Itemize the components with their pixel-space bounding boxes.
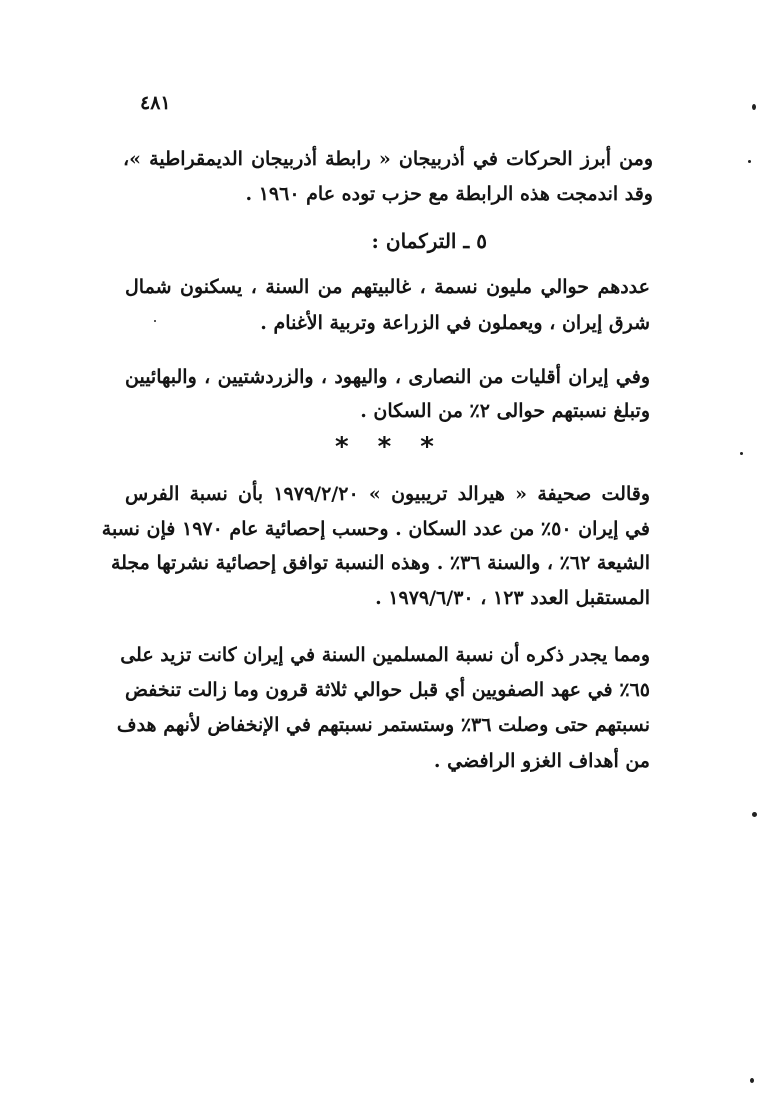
text-line-4: شرق إيران ، ويعملون في الزراعة وتربية الأغنام .: [260, 312, 650, 334]
page-number: ٤٨١: [140, 92, 171, 114]
text-line-8: في إيران ٥٠٪ من عدد السكان . وحسب إحصائية عام ١٩٧٠ فإن نسبة: [101, 518, 650, 540]
text-line-5: وفي إيران أقليات من النصارى ، واليهود ، والزردشتيين ، والبهائيين: [125, 366, 650, 388]
text-line-12: ٦٥٪ في عهد الصفويين أي قبل حوالي ثلاثة قرون وما زالت تنخفض: [125, 679, 650, 701]
scan-speck: [752, 104, 756, 110]
text-line-9: الشيعة ٦٢٪ ، والسنة ٣٦٪ . وهذه النسبة توافق إحصائية نشرتها مجلة: [110, 552, 650, 574]
section-heading: ٥ ـ التركمان :: [371, 229, 487, 253]
section-separator: * * *: [335, 432, 444, 462]
text-line-2: وقد اندمجت هذه الرابطة مع حزب توده عام ١٩٦٠ .: [245, 183, 653, 205]
text-line-11: ومما يجدر ذكره أن نسبة المسلمين السنة في إيران كانت تزيد على: [120, 644, 650, 666]
text-line-6: وتبلغ نسبتهم حوالى ٢٪ من السكان .: [360, 400, 650, 422]
text-line-3: عددهم حوالي مليون نسمة ، غالبيتهم من السنة ، يسكنون شمال: [125, 276, 650, 298]
scan-speck: [750, 1078, 754, 1083]
scan-speck: [748, 160, 751, 163]
text-line-10: المستقبل العدد ١٢٣ ، ١٩٧٩/٦/٣٠ .: [375, 587, 650, 609]
text-line-13: نسبتهم حتى وصلت ٣٦٪ وستستمر نسبتهم في الإنخفاض لأنهم هدف: [116, 714, 650, 736]
scan-speck: [740, 452, 743, 455]
text-line-7: وقالت صحيفة « هيرالد تريبيون » ١٩٧٩/٢/٢٠ بأن نسبة الفرس: [125, 483, 651, 505]
text-line-14: من أهداف الغزو الرافضي .: [433, 750, 650, 772]
scan-speck: [154, 320, 156, 322]
text-line-1: ومن أبرز الحركات في أذربيجان « رابطة أذربيجان الديمقراطية »،: [123, 148, 653, 170]
scan-speck: [752, 812, 757, 817]
